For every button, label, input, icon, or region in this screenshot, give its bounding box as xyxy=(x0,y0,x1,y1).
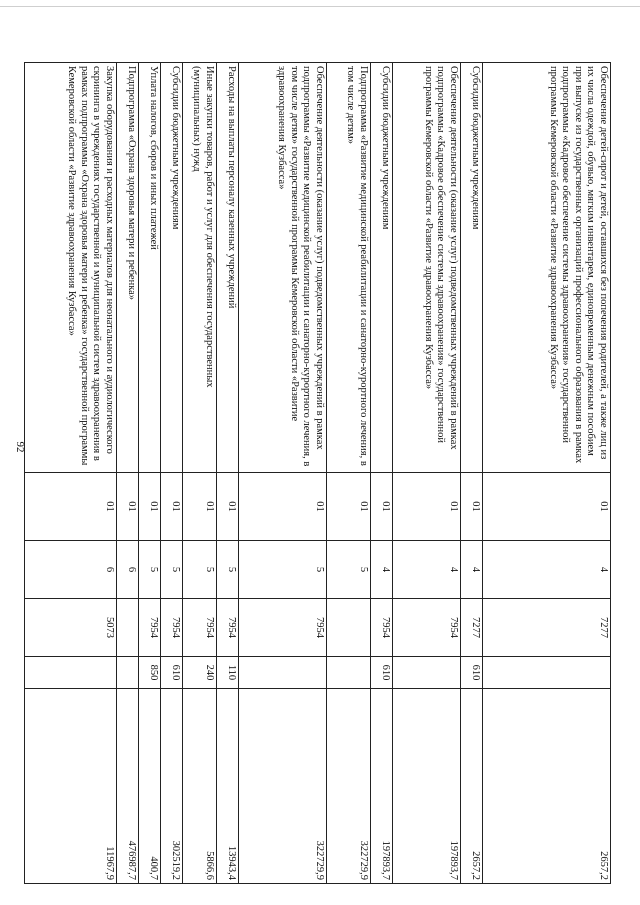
budget-table-body xyxy=(25,63,611,884)
row-direction-cell: 7954 xyxy=(217,599,239,657)
page-number: 92 xyxy=(14,441,26,453)
row-direction-cell: 7277 xyxy=(461,599,483,657)
row-expense-type-cell xyxy=(327,657,371,689)
row-expense-type-cell: 610 xyxy=(371,657,393,689)
budget-table xyxy=(24,62,611,884)
row-section-cell: 01 xyxy=(25,473,117,541)
row-name-cell: Субсидии бюджетным учреждениям xyxy=(461,63,483,473)
table-row xyxy=(117,63,139,884)
row-amount-cell: 2657,2 xyxy=(461,689,483,884)
row-direction-cell: 7954 xyxy=(161,599,183,657)
row-section-cell: 01 xyxy=(371,473,393,541)
row-subprogram-cell: 6 xyxy=(25,541,117,599)
table-row xyxy=(161,63,183,884)
row-direction-cell: 7954 xyxy=(239,599,327,657)
row-direction-cell xyxy=(327,599,371,657)
row-direction-cell: 7954 xyxy=(183,599,217,657)
row-amount-cell: 197893,7 xyxy=(371,689,393,884)
row-subprogram-cell: 5 xyxy=(327,541,371,599)
row-subprogram-cell: 4 xyxy=(393,541,461,599)
row-name-cell: Уплата налогов, сборов и иных платежей xyxy=(139,63,161,473)
rotated-table-container xyxy=(65,62,611,883)
table-row xyxy=(239,63,327,884)
row-expense-type-cell: 610 xyxy=(461,657,483,689)
row-section-cell: 01 xyxy=(239,473,327,541)
row-subprogram-cell: 4 xyxy=(483,541,611,599)
row-name-cell: Иные закупки товаров, работ и услуг для обеспечения государственных (муниципальных) нужд xyxy=(183,63,217,473)
row-name-cell: Обеспечение деятельности (оказание услуг) подведомственных учреждений в рамках подпрограммы «Развитие медицинской реабилитации и санаторно-курортного лечения, в том числе детям» государственной программы Кемеровской области «Развитие здравоохранения Кузбасса» xyxy=(239,63,327,473)
table-row xyxy=(483,63,611,884)
row-amount-cell: 5866,6 xyxy=(183,689,217,884)
table-row xyxy=(393,63,461,884)
row-name-cell: Подпрограмма «Развитие медицинской реабилитации и санаторно-курортного лечения, в том числе детям» xyxy=(327,63,371,473)
row-direction-cell: 5073 xyxy=(25,599,117,657)
row-expense-type-cell xyxy=(483,657,611,689)
row-expense-type-cell: 110 xyxy=(217,657,239,689)
row-amount-cell: 11967,9 xyxy=(25,689,117,884)
row-direction-cell: 7954 xyxy=(371,599,393,657)
row-name-cell: Субсидии бюджетным учреждениям xyxy=(371,63,393,473)
top-rule xyxy=(0,6,640,7)
row-expense-type-cell: 850 xyxy=(139,657,161,689)
row-expense-type-cell xyxy=(25,657,117,689)
row-direction-cell: 7954 xyxy=(139,599,161,657)
row-subprogram-cell: 4 xyxy=(461,541,483,599)
row-direction-cell: 7954 xyxy=(393,599,461,657)
row-subprogram-cell: 5 xyxy=(239,541,327,599)
row-name-cell: Расходы на выплаты персоналу казенных учреждений xyxy=(217,63,239,473)
row-expense-type-cell xyxy=(393,657,461,689)
row-section-cell: 01 xyxy=(461,473,483,541)
table-row xyxy=(139,63,161,884)
row-section-cell: 01 xyxy=(183,473,217,541)
row-name-cell: Закупка оборудования и расходных материалов для неонатального и аудиологического скрининга в учреждениях государственной и муниципальной систем здравоохранения в рамках подпрограммы «Охрана здоровья матери и ребенка» государственной программы Кемеровской области «Развитие здравоохранения Кузбасса» xyxy=(25,63,117,473)
row-section-cell: 01 xyxy=(393,473,461,541)
row-section-cell: 01 xyxy=(483,473,611,541)
table-row xyxy=(183,63,217,884)
table-row xyxy=(217,63,239,884)
table-row xyxy=(461,63,483,884)
row-name-cell: Субсидии бюджетным учреждениям xyxy=(161,63,183,473)
row-amount-cell: 13943,4 xyxy=(217,689,239,884)
row-section-cell: 01 xyxy=(217,473,239,541)
row-name-cell: Обеспечение детей-сирот и детей, оставшихся без попечения родителей, а также лиц из их числа одеждой, обувью, мягким инвентарем, единовременным денежным пособием при выпуске из государственных организаций профессионального образования в рамках подпрограммы «Кадровое обеспечение системы здравоохранения» государственной программы Кемеровской области «Развитие здравоохранения Кузбасса» xyxy=(483,63,611,473)
row-section-cell: 01 xyxy=(161,473,183,541)
row-expense-type-cell: 240 xyxy=(183,657,217,689)
table-row xyxy=(371,63,393,884)
row-subprogram-cell: 5 xyxy=(161,541,183,599)
row-subprogram-cell: 6 xyxy=(117,541,139,599)
row-expense-type-cell: 610 xyxy=(161,657,183,689)
row-direction-cell xyxy=(117,599,139,657)
row-amount-cell: 197893,7 xyxy=(393,689,461,884)
row-name-cell: Подпрограмма «Охрана здоровья матери и ребенка» xyxy=(117,63,139,473)
row-section-cell: 01 xyxy=(139,473,161,541)
table-row xyxy=(327,63,371,884)
row-section-cell: 01 xyxy=(327,473,371,541)
row-section-cell: 01 xyxy=(117,473,139,541)
row-subprogram-cell: 5 xyxy=(217,541,239,599)
row-expense-type-cell xyxy=(239,657,327,689)
row-amount-cell: 322729,9 xyxy=(239,689,327,884)
row-subprogram-cell: 4 xyxy=(371,541,393,599)
row-subprogram-cell: 5 xyxy=(139,541,161,599)
table-row xyxy=(25,63,117,884)
row-name-cell: Обеспечение деятельности (оказание услуг) подведомственных учреждений в рамках подпрограммы «Кадровое обеспечение системы здравоохранения» государственной программы Кемеровской области «Развитие здравоохранения Кузбасса» xyxy=(393,63,461,473)
row-expense-type-cell xyxy=(117,657,139,689)
row-amount-cell: 302519,2 xyxy=(161,689,183,884)
row-amount-cell: 2657,2 xyxy=(483,689,611,884)
row-amount-cell: 476987,7 xyxy=(117,689,139,884)
row-amount-cell: 322729,9 xyxy=(327,689,371,884)
row-subprogram-cell: 5 xyxy=(183,541,217,599)
row-direction-cell: 7277 xyxy=(483,599,611,657)
row-amount-cell: 400,7 xyxy=(139,689,161,884)
